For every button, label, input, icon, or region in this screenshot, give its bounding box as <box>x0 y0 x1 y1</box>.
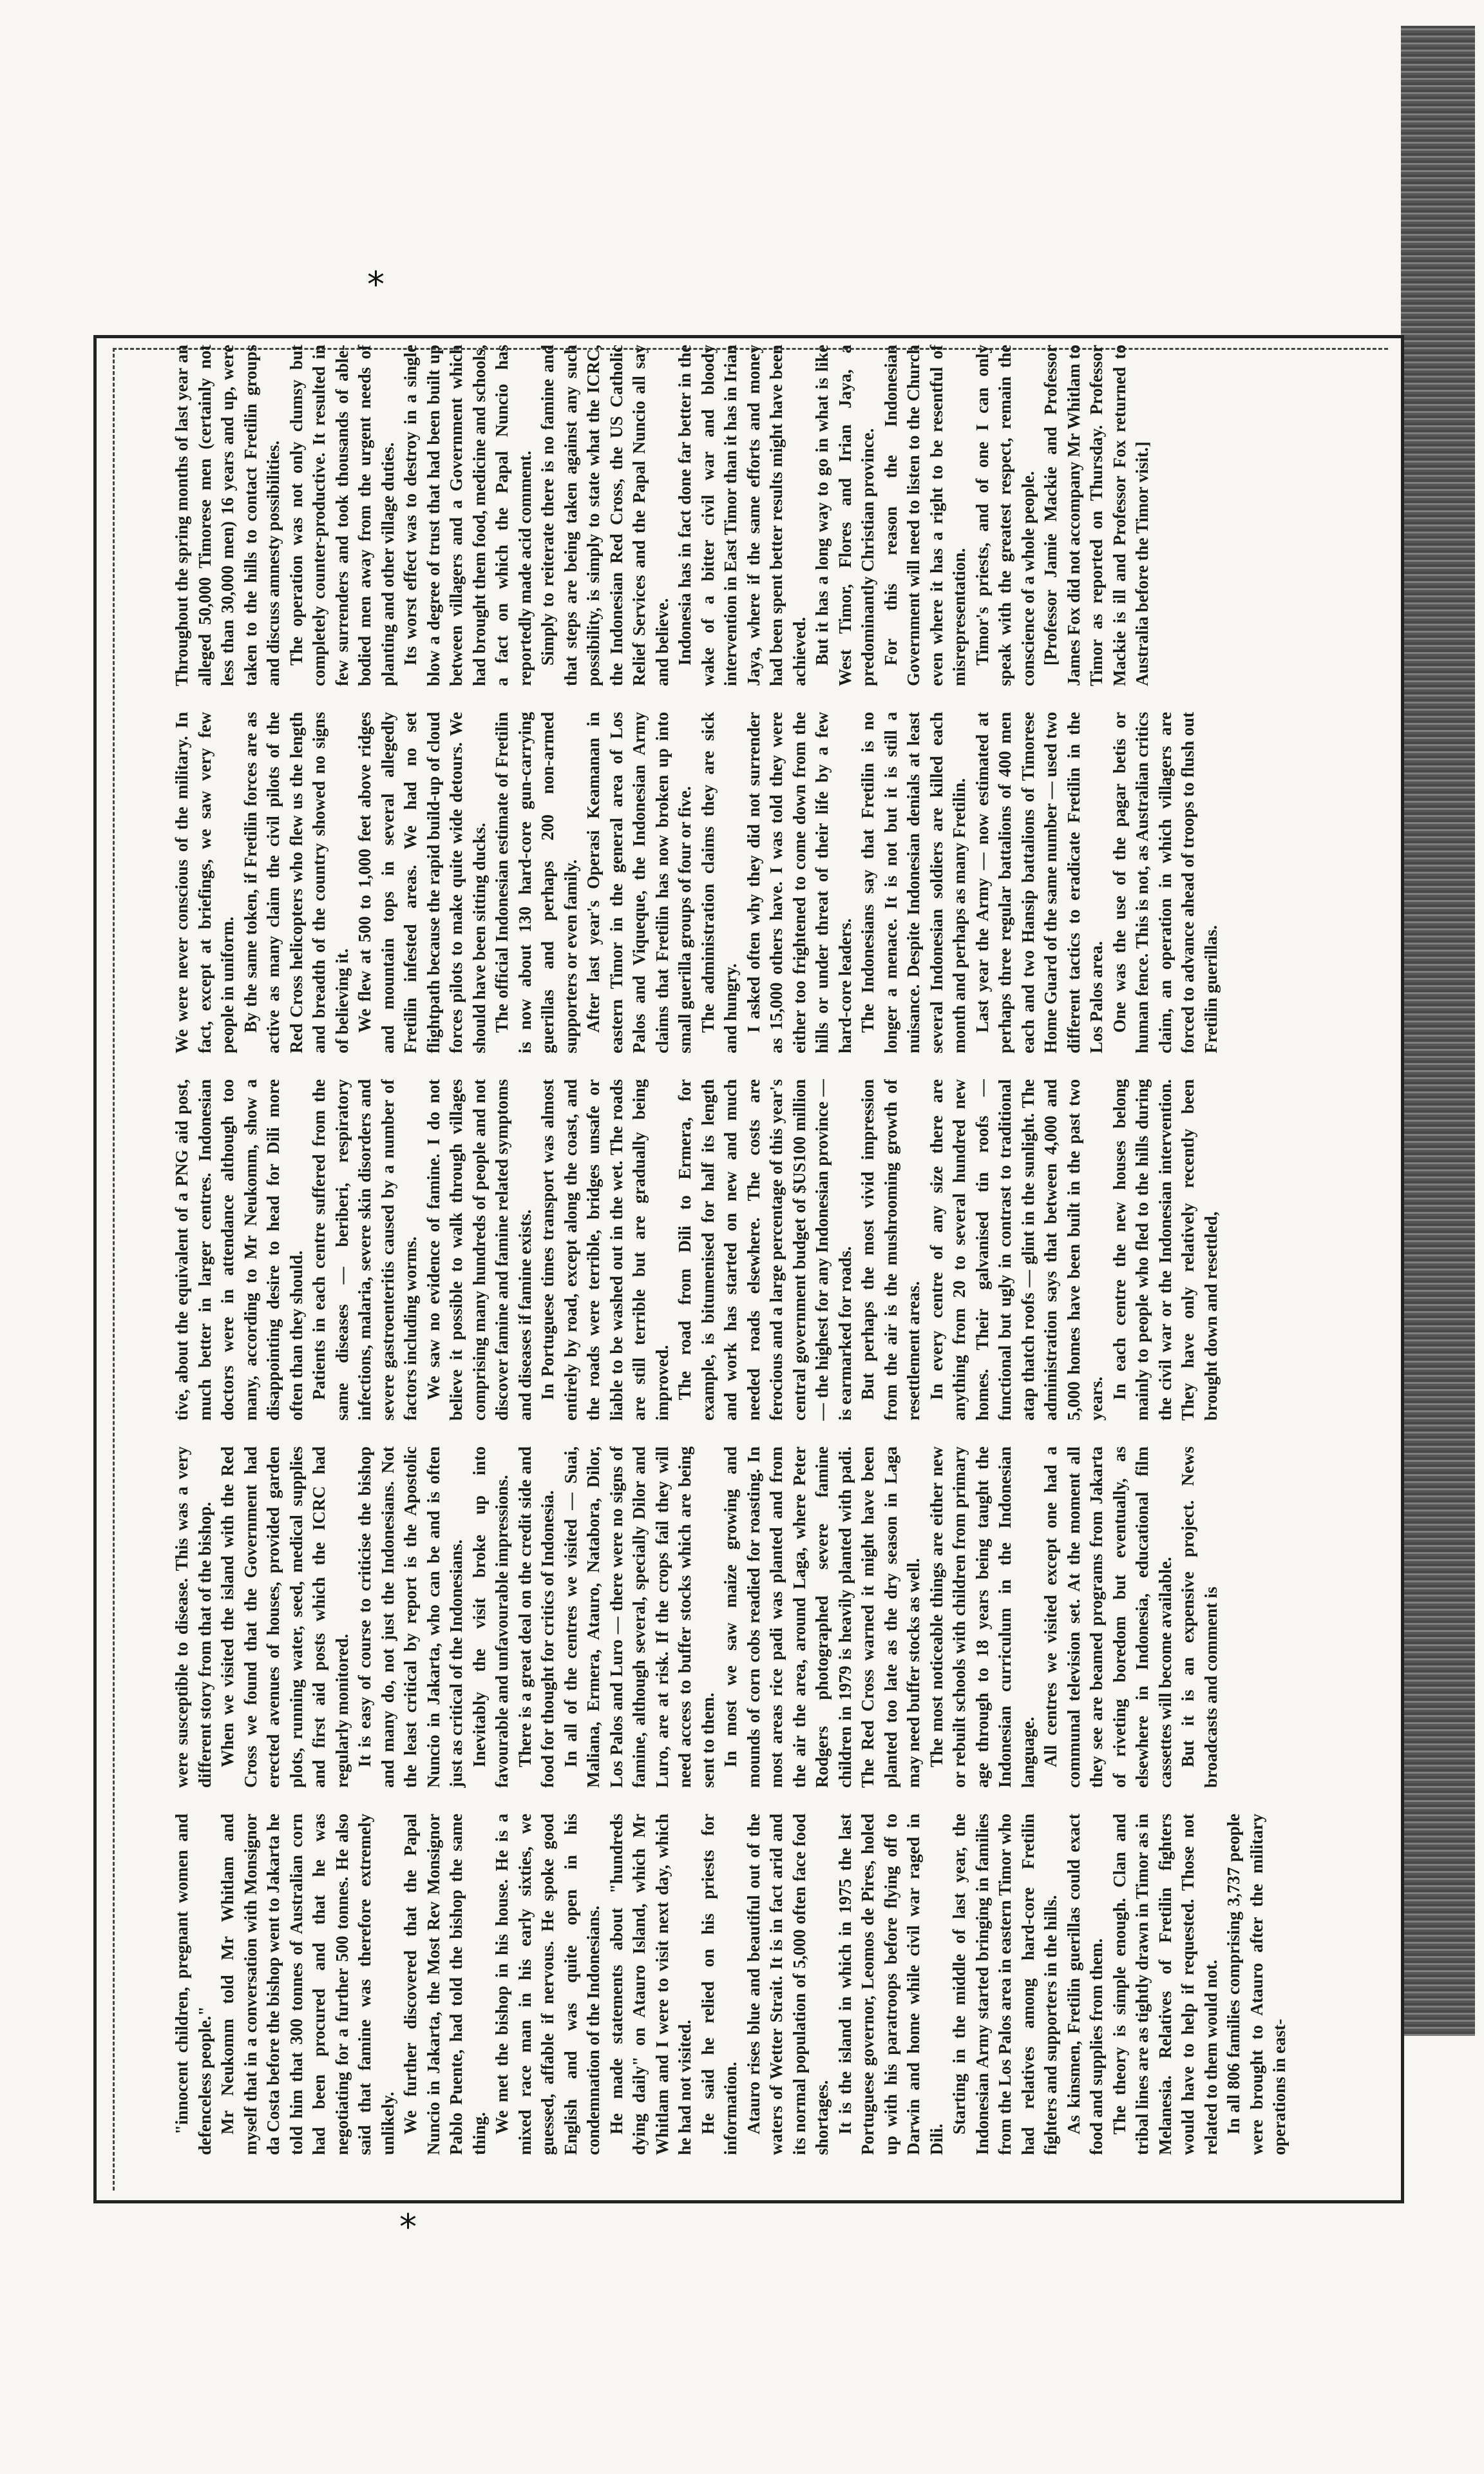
article-paragraph: In all 806 families comprising 3,737 people were brought to Atauro after the military operations in east- <box>1224 1814 1289 2155</box>
article-paragraph: In all of the centres we visited — Suai, Maliana, Ermera, Atauro, Natabora, Dilor, Los Palos and Luro — there were no signs of famine, although several, specially Dilor and Luro, are at risk. If the crops fail they will need access to buffer stocks which are being sent to them. <box>560 1446 718 1788</box>
article-paragraph: But perhaps the most vivid impression from the air is the mushrooming growth of resettlement areas. <box>858 1079 923 1421</box>
article-paragraph: But it has a long way to go in what is like West Timor, Flores and Irian Jaya, a predominantly Christian province. <box>812 345 877 686</box>
article-paragraph: After last year's Operasi Keamanan in eastern Timor in the general area of Los Palos and Viqueque, the Indonesian Army claims that Fretilin has now broken up into small guerilla groups of four or five. <box>584 712 694 1053</box>
article-paragraph: Timor's priests, and of one I can only speak with the greatest respect, remain the conscience of a whole people. <box>972 345 1038 686</box>
margin-star-mark-top: * <box>367 264 385 305</box>
article-paragraph: For this reason the Indonesian Government will need to listen to the Church even where it has a right to be resentful of misrepresentation. <box>880 345 969 686</box>
article-paragraph: tive, about the equivalent of a PNG aid post, much better in larger centres. Indonesian doctors were in attendance although too many, according to Mr Neukomm, show a disappointing desire to head for Dili more often than they should. <box>172 1079 306 1421</box>
article-paragraph: The theory is simple enough. Clan and tribal lines are as tightly drawn in Timor as in Melanesia. Relatives of Fretilin fighters would have to help if requested. Those not related to them would not. <box>1109 1814 1221 2155</box>
article-paragraph: "innocent children, pregnant women and defenceless people." <box>172 1814 214 2155</box>
article-paragraph: By the same token, if Fretilin forces are as active as many claim the civil pilots of the Red Cross helicopters who flew us the length and breadth of the country showed no signs of believing it. <box>240 712 352 1053</box>
article-column-4 <box>171 712 1388 1053</box>
article-paragraph: Patients in each centre suffered from the same diseases — beriberi, respiratory infections, malaria, severe skin disorders and severe gastroenteritis caused by a number of factors including worms. <box>309 1079 420 1421</box>
article-paragraph: Atauro rises blue and beautiful out of the waters of Wetter Strait. It is in fact arid and its normal population of 5,000 often face food shortages. <box>743 1814 832 2155</box>
article-paragraph: It is easy of course to criticise the bishop and many do, not just the Indonesians. Not the least critical by report is the Apostolic Nuncio in Jakarta, who can be and is often just as critical of the Indonesians. <box>355 1446 466 1788</box>
article-paragraph: In Portuguese times transport was almost entirely by road, except along the coast, and the roads were terrible, bridges unsafe or liable to be washed out in the wet. The roads are still terrible but are gradually being improved. <box>538 1079 672 1421</box>
article-paragraph: I asked often why they did not surrender as 15,000 others have. I was told they were either too frightened to come down from the hills or under threat of their life by a few hard-core leaders. <box>743 712 855 1053</box>
article-paragraph: Its worst effect was to destroy in a single blow a degree of trust that had been built up between villagers and a Government which had brought them food, medicine and schools, a fact on which the Papal Nuncio has reportedly made acid comment. <box>401 345 535 686</box>
article-paragraph: The most noticeable things are either new or rebuilt schools with children from primary age through to 18 years being taught the Indonesian curriculum in the Indonesian language. <box>926 1446 1038 1788</box>
article-paragraph: All centres we visited except one had a communal television set. At the moment all they see are beamed programs from Jakarta of riveting boredom but eventually, as elsewhere in Indonesia, educational film cassettes will become available. <box>1041 1446 1175 1788</box>
article-paragraph: We saw no evidence of famine. I do not believe it possible to walk through villages comprising many hundreds of people and not discover famine and famine related symptoms and diseases if famine exists. <box>423 1079 535 1421</box>
article-paragraph: Mr Neukomm told Mr Whitlam and myself that in a conversation with Monsignor da Costa before the bishop went to Jakarta he told him that 300 tonnes of Australian corn had been procured and that he was negotiating for a further 500 tonnes. He also said that famine was therefore extremely unlikely. <box>218 1814 397 2155</box>
article-paragraph: Throughout the spring months of last year an alleged 50,000 Timorese men (certainly not less than 30,000 men) 16 years and up, were taken to the hills to contact Fretilin groups and discuss amnesty possibilities. <box>172 345 283 686</box>
article-paragraph: In each centre the new houses belong mainly to people who fled to the hills during the civil war or the Indonesian intervention. They have only relatively recently been brought down and resettled, <box>1109 1079 1221 1421</box>
article-paragraph: were susceptible to disease. This was a very different story from that of the bishop. <box>172 1446 214 1788</box>
scan-edge-strip <box>1401 26 1475 2036</box>
article-column-1 <box>171 1814 1388 2155</box>
article-paragraph: Last year the Army — now estimated at perhaps three regular battalions of 400 men each and two Hansip battalions of Timorese Home Guard of the same number — used two different tactics to eradicate Fretilin in the Los Palos area. <box>972 712 1106 1053</box>
article-paragraph: We were never conscious of the military. In fact, except at briefings, we saw very few people in uniform. <box>172 712 237 1053</box>
article-paragraph: The Indonesians say that Fretilin is no longer a menace. It is not but it is still a nuisance. Despite Indonesian denials at least several Indonesian soldiers are killed each month and perhaps as many Fretilin. <box>858 712 969 1053</box>
article-paragraph: He made statements about "hundreds dying daily" on Atauro Island, which Mr Whitlam and I were to visit next day, which he had not visited. <box>606 1814 694 2155</box>
article-paragraph: [Professor Jamie Mackie and Professor James Fox did not accompany Mr Whitlam to Timor as reported on Thursday. Professor Mackie is ill and Professor Fox returned to Australia before the Timor visit.] <box>1041 345 1152 686</box>
article-paragraph: Indonesia has in fact done far better in the wake of a bitter civil war and bloody intervention in East Timor than it has in Irian Jaya, where if the same efforts and money had been spent better results might have been achieved. <box>675 345 809 686</box>
article-column-2 <box>171 1446 1388 1788</box>
article-paragraph: In every centre of any size there are anything from 20 to several hundred new homes. Their galvanised tin roofs — functional but ugly in contrast to traditional atap thatch roofs — glint in the sunlight. The administration says that between 4,000 and 5,000 homes have been built in the past two years. <box>926 1079 1106 1421</box>
margin-star-mark-bottom: * <box>399 2207 417 2247</box>
article-paragraph: Inevitably the visit broke up into favourable and unfavourable impressions. <box>469 1446 511 1788</box>
article-paragraph: Simply to reiterate there is no famine and that steps are being taken against any such possibility, is simply to state what the ICRC, the Indonesian Red Cross, the US Catholic Relief Services and the Papal Nuncio all say and believe. <box>538 345 672 686</box>
article-paragraph: It is the island in which in 1975 the last Portuguese governor, Leomos de Pires, holed up with his paratroops before flying off to Darwin and home while civil war raged in Dili. <box>835 1814 946 2155</box>
article-paragraph: We further discovered that the Papal Nuncio in Jakarta, the Most Rev Monsignor Pablo Puente, had told the bishop the same thing. <box>401 1814 489 2155</box>
article-paragraph: We flew at 500 to 1,000 feet above ridges and mountain tops in several allegedly Fretilin infested areas. We had no set flightpath because the rapid build-up of cloud forces pilots to make quite wide detours. We should have been sitting ducks. <box>355 712 489 1053</box>
article-paragraph: In most we saw maize growing and mounds of corn cobs readied for roasting. In most areas rice padi was planted and from the air the area, around Laga, where Peter Rodgers photographed severe famine children in 1979 is heavily planted with padi. The Red Cross warned it might have been planted too late as the dry season in Laga may need buffer stocks as well. <box>721 1446 923 1788</box>
article-column-3 <box>171 1079 1388 1421</box>
article-paragraph: The road from Dili to Ermera, for example, is bitumenised for half its length and work has started on new and much needed roads elsewhere. The costs are ferocious and a large percentage of this year's central government budget of $US100 million — the highest for any Indonesian province — is earmarked for roads. <box>675 1079 855 1421</box>
article-paragraph: We met the bishop in his house. He is a mixed race man in his early sixties, we guessed, affable if nervous. He spoke good English and was quite open in his condemnation of the Indonesians. <box>492 1814 603 2155</box>
article-paragraph: There is a great deal on the credit side and food for thought for critics of Indonesia. <box>515 1446 557 1788</box>
article-paragraph: Starting in the middle of last year, the Indonesian Army started bringing in families from the Los Palos area in eastern Timor who had relatives among hard-core Fretilin fighters and supporters in the hills. <box>949 1814 1060 2155</box>
newspaper-article <box>171 345 1388 2155</box>
article-paragraph: The official Indonesian estimate of Fretilin is now about 130 hard-core gun-carrying guerillas and perhaps 200 non-armed supporters or even family. <box>492 712 580 1053</box>
article-paragraph: The administration claims they are sick and hungry. <box>698 712 740 1053</box>
article-paragraph: The operation was not only clumsy but completely counter-productive. It resulted in few surrenders and took thousands of able-bodied men away from the urgent needs of planting and other village duties. <box>286 345 397 686</box>
article-paragraph: When we visited the island with the Red Cross we found that the Government had erected avenues of houses, provided garden plots, running water, seed, medical supplies and first aid posts which the ICRC had regularly monitored. <box>218 1446 352 1788</box>
article-paragraph: But it is an expensive project. News broadcasts and comment is <box>1178 1446 1221 1788</box>
article-paragraph: One was the use of the pagar betis or human fence. This is not, as Australian critics claim, an operation in which villagers are forced to advance ahead of troops to flush out Fretilin guerillas. <box>1109 712 1221 1053</box>
article-paragraph: As kinsmen, Fretilin guerillas could exact food and supplies from them. <box>1063 1814 1106 2155</box>
article-column-5 <box>171 345 1388 686</box>
article-paragraph: He said he relied on his priests for information. <box>698 1814 740 2155</box>
